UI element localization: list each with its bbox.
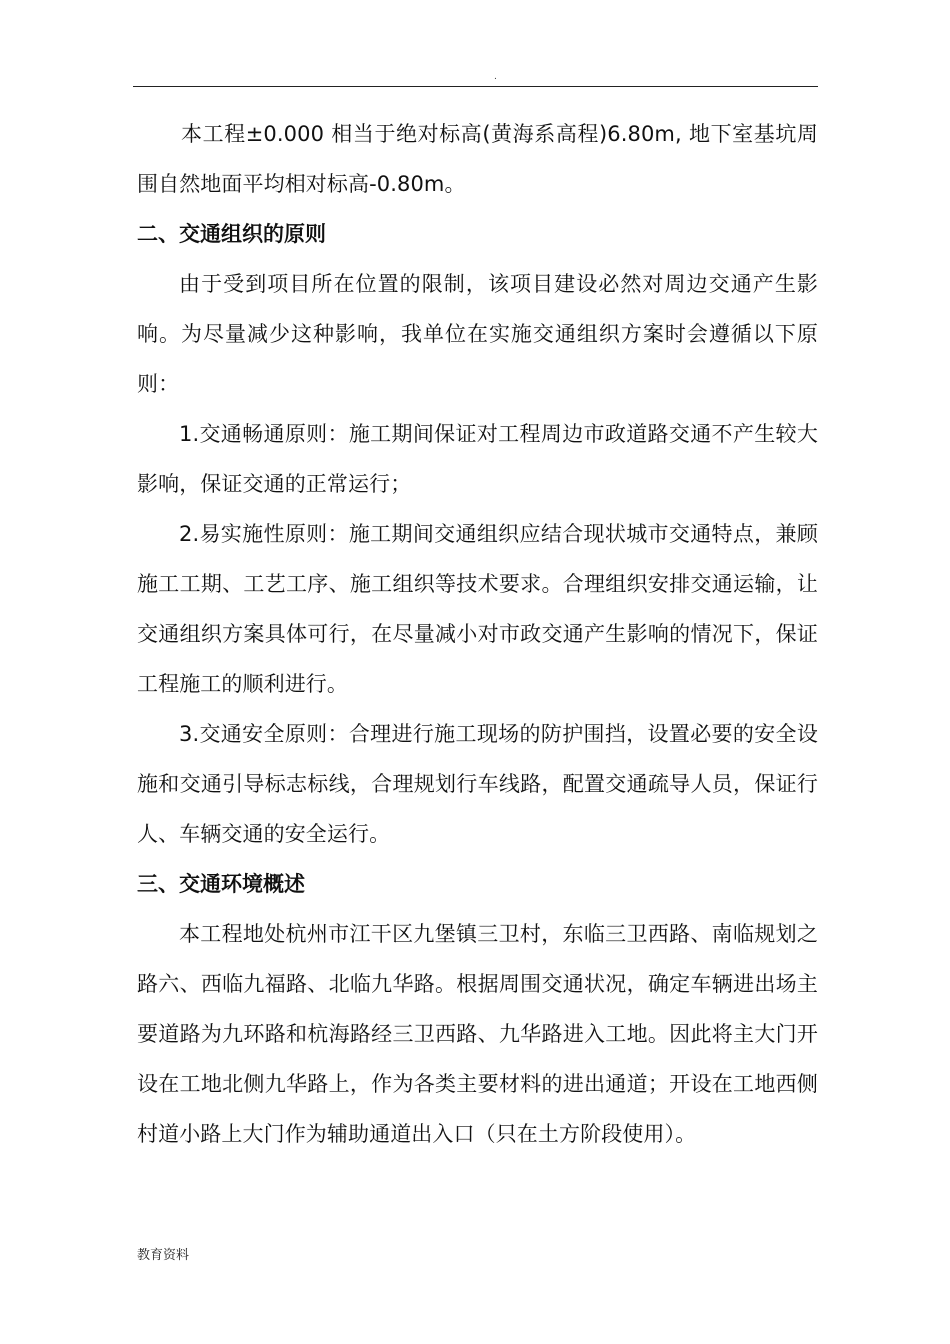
footer-label: 教育资料 (137, 1248, 190, 1263)
paragraph-principle-1: 1.交通畅通原则：施工期间保证对工程周边市政道路交通不产生较大影响，保证交通的正常运行； (137, 422, 818, 496)
paragraph-intro-principles: 由于受到项目所在位置的限制，该项目建设必然对周边交通产生影响。为尽量减少这种影响，我单位在实施交通组织方案时会遵循以下原则： (137, 272, 818, 396)
paragraph-environment: 本工程地处杭州市江干区九堡镇三卫村，东临三卫西路、南临规划之路六、西临九福路、北临九华路。根据周围交通状况，确定车辆进出场主要道路为九环路和杭海路经三卫西路、九华路进入工地。因此将主大门开设在工地北侧九华路上，作为各类主要材料的进出通道；开设在工地西侧村道小路上大门作为辅助通道出入口（只在土方阶段使用）。 (137, 922, 818, 1146)
document-body (137, 109, 818, 1159)
header-dot: . (494, 72, 497, 82)
paragraph-principle-3: 3.交通安全原则：合理进行施工现场的防护围挡，设置必要的安全设施和交通引导标志标线，合理规划行车线路，配置交通疏导人员，保证行人、车辆交通的安全运行。 (137, 722, 818, 846)
paragraph-elevation: 本工程±0.000 相当于绝对标高(黄海系高程)6.80m, 地下室基坑周围自然地面平均相对标高-0.80m。 (137, 122, 818, 196)
heading-traffic-principles: 二、交通组织的原则 (137, 222, 326, 246)
heading-traffic-environment: 三、交通环境概述 (137, 872, 305, 896)
header-rule (133, 86, 818, 87)
paragraph-principle-2: 2.易实施性原则：施工期间交通组织应结合现状城市交通特点，兼顾施工工期、工艺工序、施工组织等技术要求。合理组织安排交通运输，让交通组织方案具体可行，在尽量减小对市政交通产生影响的情况下，保证工程施工的顺利进行。 (137, 522, 818, 696)
